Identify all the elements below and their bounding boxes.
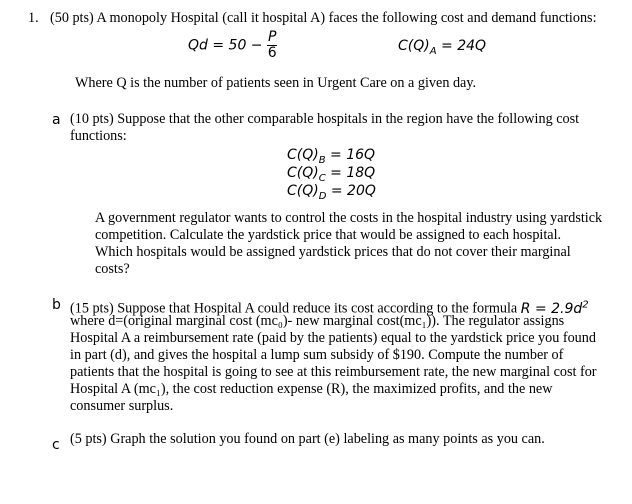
part-a-line2: functions: bbox=[70, 128, 127, 144]
cost-a-subscript: A bbox=[429, 45, 437, 57]
part-b-line5: patients that the hospital is going to see at this reimbursement rate, the new marginal cost for bbox=[70, 364, 597, 380]
reduction-formula-body: R = 2.9d bbox=[520, 300, 583, 317]
cost-a-rhs: = 24Q bbox=[436, 38, 487, 54]
cost-d-label: C(Q) bbox=[287, 183, 319, 199]
cost-c-label: C(Q) bbox=[287, 165, 319, 181]
part-b-line2: where d=(original marginal cost (mc₀)- new marginal cost(mc₁)). The regulator assigns bbox=[70, 313, 565, 329]
part-b-line1-text: (15 pts) Suppose that Hospital A could reduce its cost according to the formula bbox=[70, 300, 521, 317]
problem-intro: (50 pts) A monopoly Hospital (call it hospital A) faces the following cost and demand functions: bbox=[50, 10, 597, 26]
cost-d-subscript: D bbox=[318, 190, 327, 202]
cost-a-label: C(Q) bbox=[398, 38, 430, 54]
part-a-paragraph-line1: A government regulator wants to control the costs in the hospital industry using yardstick bbox=[95, 210, 603, 226]
cost-c-subscript: C bbox=[318, 172, 326, 184]
demand-equation bbox=[188, 30, 277, 61]
cost-function-a bbox=[398, 38, 486, 57]
part-b-line4: in part (d), and gives the hospital a lump sum subsidy of $190. Compute the number of bbox=[70, 347, 564, 363]
part-c-letter: c bbox=[52, 437, 60, 453]
demand-numerator: P bbox=[268, 29, 277, 45]
part-b-line7: consumer surplus. bbox=[70, 398, 174, 414]
demand-fraction bbox=[267, 30, 277, 61]
demand-lhs: Qd = 50 − bbox=[188, 37, 263, 54]
part-b-line3: Hospital A a reimbursement rate (paid by the patients) equal to the yardstick price you found bbox=[70, 330, 596, 346]
cost-c-rhs: = 18Q bbox=[325, 165, 376, 181]
part-a-line1: (10 pts) Suppose that the other comparable hospitals in the region have the following cost bbox=[70, 111, 580, 127]
reduction-formula-exponent: 2 bbox=[582, 299, 589, 310]
part-a-letter: a bbox=[52, 112, 61, 128]
cost-function-c bbox=[287, 165, 375, 184]
part-a-paragraph-line3: Which hospitals would be assigned yardstick prices that do not cover their marginal bbox=[95, 244, 571, 260]
cost-d-rhs: = 20Q bbox=[326, 183, 376, 199]
cost-b-rhs: = 16Q bbox=[325, 147, 376, 163]
part-a-paragraph-line2: competition. Calculate the yardstick price that would be assigned to each hospital. bbox=[95, 227, 562, 243]
part-b-line6: Hospital A (mc₁), the cost reduction expense (R), the maximized profits, and the new bbox=[70, 381, 553, 397]
where-note: Where Q is the number of patients seen in Urgent Care on a given day. bbox=[75, 75, 477, 91]
part-a-paragraph-line4: costs? bbox=[95, 261, 130, 277]
part-c-text: (5 pts) Graph the solution you found on part (e) labeling as many points as you can. bbox=[70, 431, 545, 447]
problem-number: 1. bbox=[28, 10, 39, 26]
cost-function-d bbox=[287, 183, 376, 202]
cost-b-subscript: B bbox=[318, 154, 326, 166]
cost-function-b bbox=[287, 147, 375, 166]
part-b-letter: b bbox=[52, 297, 61, 313]
demand-denominator: 6 bbox=[267, 45, 277, 61]
cost-b-label: C(Q) bbox=[287, 147, 319, 163]
